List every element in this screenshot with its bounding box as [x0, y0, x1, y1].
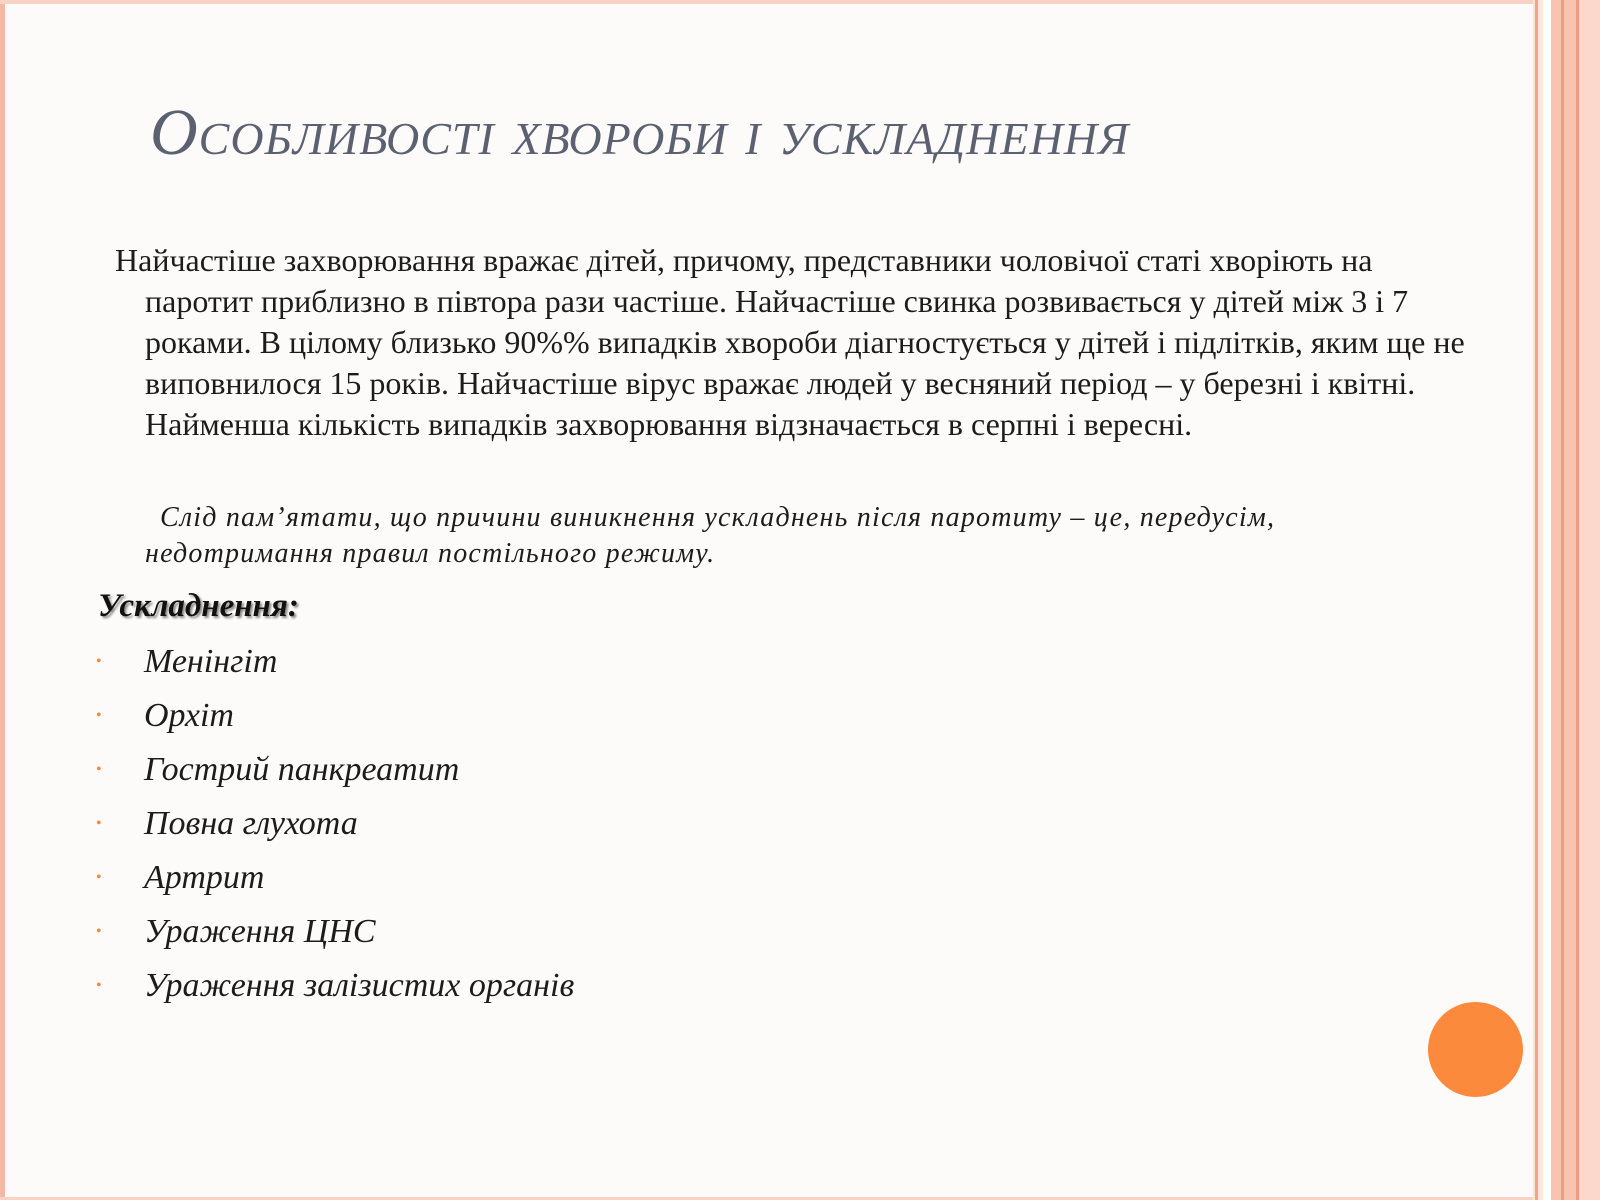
- bullet-icon: •: [96, 815, 102, 832]
- bullet-icon: •: [96, 923, 102, 940]
- body-paragraph: Найчастіше захворювання вражає дітей, причому, представники чоловічої статі хворіють на паротит приблизно в півтора рази частіше. Найчастіше свинка розвивається у дітей між 3 і 7 роками. В цілому близько 90%% випадків хвороби діагностується у дітей і підлітків, яким ще не виповнилося 15 років. Найчастіше вірус вражає людей у весняний період – у березні і квітні. Найменша кількість випадків захворювання відзначається в серпні і вересні.: [115, 242, 1465, 442]
- list-item: [96, 743, 574, 797]
- slide-frame-left: [0, 0, 5, 1200]
- bullet-icon: •: [96, 707, 102, 724]
- bullet-icon: •: [96, 761, 102, 778]
- complications-heading: Ускладнення:: [98, 588, 299, 624]
- list-item: [96, 689, 574, 743]
- list-item-label: Орхіт: [144, 697, 234, 734]
- bullet-icon: •: [96, 869, 102, 886]
- bullet-icon: •: [96, 653, 102, 670]
- list-item: [96, 959, 574, 1013]
- list-item-label: Артрит: [144, 859, 265, 896]
- bullet-icon: •: [96, 977, 102, 994]
- list-item-label: Гострий панкреатит: [144, 751, 460, 788]
- decorative-circle: [1428, 1002, 1523, 1097]
- list-item: [96, 797, 574, 851]
- list-item: [96, 851, 574, 905]
- list-item-label: Повна глухота: [144, 805, 358, 842]
- slide-title: Особливості хвороби і ускладнення: [150, 96, 1130, 169]
- list-item: [96, 635, 574, 689]
- list-item-label: Менінгіт: [144, 643, 278, 680]
- list-item: [96, 905, 574, 959]
- italic-note: Слід пам’ятати, що причини виникнення ускладнень після паротиту – це, передусім, недотримання правил постільного режиму.: [145, 502, 1276, 569]
- complications-list: [96, 635, 574, 1013]
- list-item-label: Ураження ЦНС: [144, 913, 376, 950]
- slide-frame-top: [0, 0, 1535, 4]
- decorative-stripes: [1533, 0, 1600, 1200]
- list-item-label: Ураження залізистих органів: [144, 967, 575, 1004]
